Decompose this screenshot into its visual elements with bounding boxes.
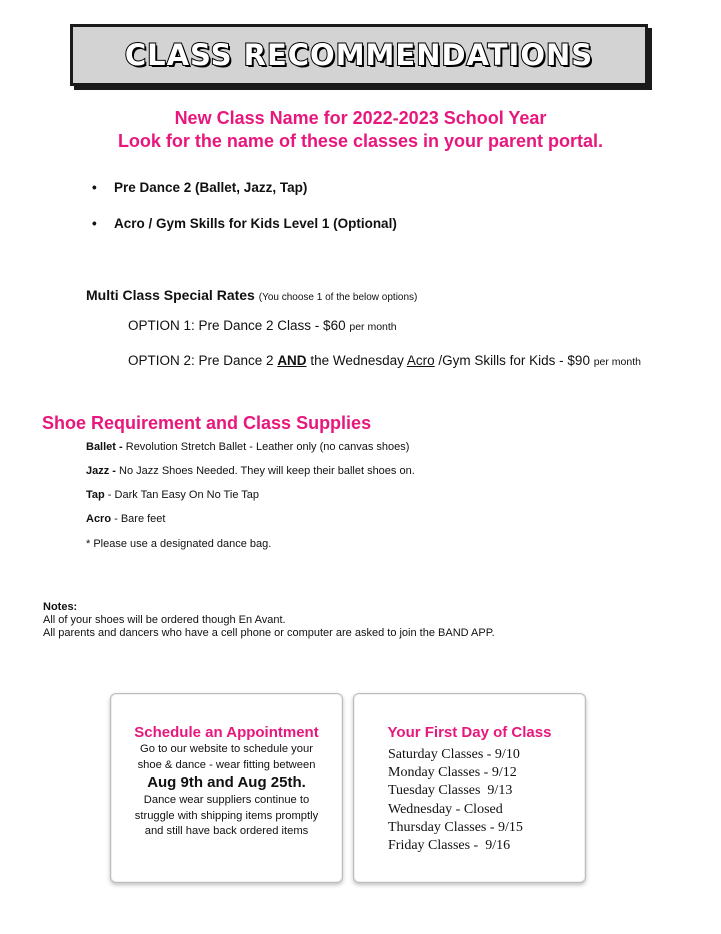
supply-text: - Bare feet xyxy=(111,513,166,525)
appointment-card xyxy=(110,693,343,883)
option-2-part2: the Wednesday xyxy=(306,353,407,368)
option-2-part1: OPTION 2: Pre Dance 2 xyxy=(128,353,278,368)
appointment-body xyxy=(111,742,342,840)
intro-line-1: New Class Name for 2022-2023 School Year xyxy=(174,108,547,128)
first-day-item: Saturday Classes - 9/10 xyxy=(388,747,520,762)
appointment-dates: Aug 9th and Aug 25th. xyxy=(147,774,306,791)
supply-item-tap xyxy=(86,489,259,501)
notes-label: Notes: xyxy=(43,601,78,613)
first-day-card xyxy=(353,693,586,883)
supply-label: Tap xyxy=(86,489,105,501)
supply-label: Ballet - xyxy=(86,441,123,453)
class-item-2 xyxy=(92,216,397,231)
notes-line-2: All parents and dancers who have a cell phone or computer are asked to join the BAND APP. xyxy=(43,627,495,639)
appointment-line-3: Dance wear suppliers continue to xyxy=(143,794,310,806)
bullet-icon: • xyxy=(92,180,97,195)
appointment-line-1: Go to our website to schedule your xyxy=(140,743,313,755)
notes-section xyxy=(43,601,495,640)
supply-item-acro xyxy=(86,513,165,525)
option-2-part3: /Gym Skills for Kids - $90 xyxy=(434,353,590,368)
first-day-item: Tuesday Classes 9/13 xyxy=(388,783,513,799)
bullet-icon: • xyxy=(92,216,97,231)
rate-option-2 xyxy=(128,353,641,368)
supplies-heading: Shoe Requirement and Class Supplies xyxy=(42,413,372,433)
first-day-item: Wednesday - Closed xyxy=(388,801,503,817)
supply-item-jazz xyxy=(86,465,415,477)
supply-label: Acro xyxy=(86,513,112,525)
first-day-item: Friday Classes - 9/16 xyxy=(388,838,511,854)
first-day-item: Thursday Classes - 9/15 xyxy=(388,819,523,835)
page-title: CLASS RECOMMENDATIONS xyxy=(124,38,594,72)
option-1-text: OPTION 1: Pre Dance 2 Class - $60 xyxy=(128,318,346,333)
class-item-label: Acro / Gym Skills for Kids Level 1 (Optional) xyxy=(114,216,397,231)
appointment-line-2: shoe & dance - wear fitting between xyxy=(137,758,316,771)
supply-label: Jazz - xyxy=(86,465,116,477)
appointment-line-5: and still have back ordered items xyxy=(144,825,309,837)
appointment-title: Schedule an Appointment xyxy=(134,724,319,741)
appointment-line-4: struggle with shipping items promptly xyxy=(134,809,319,822)
option-2-and: AND xyxy=(277,353,307,368)
intro-line-2: Look for the name of these classes in your parent portal. xyxy=(117,131,604,151)
option-2-acro: Acro xyxy=(406,353,435,368)
supply-footnote: * Please use a designated dance bag. xyxy=(86,538,272,550)
rates-note: (You choose 1 of the below options) xyxy=(258,292,418,303)
first-day-title: Your First Day of Class xyxy=(387,724,552,741)
option-2-suffix: per month xyxy=(593,356,641,368)
rates-heading-label: Multi Class Special Rates xyxy=(86,287,255,303)
first-day-item: Monday Classes - 9/12 xyxy=(388,765,517,781)
rate-option-1 xyxy=(128,318,397,333)
class-item-label: Pre Dance 2 (Ballet, Jazz, Tap) xyxy=(114,180,308,195)
title-banner xyxy=(70,24,648,86)
supply-text: No Jazz Shoes Needed. They will keep their ballet shoes on. xyxy=(115,465,415,477)
supply-text: Revolution Stretch Ballet - Leather only (no canvas shoes) xyxy=(122,441,410,453)
notes-line-1: All of your shoes will be ordered though En Avant. xyxy=(43,614,286,626)
option-1-suffix: per month xyxy=(349,321,397,333)
supply-text: - Dark Tan Easy On No Tie Tap xyxy=(104,489,260,501)
class-item-1 xyxy=(92,180,307,195)
rates-heading xyxy=(86,287,417,303)
supply-item-ballet xyxy=(86,441,409,453)
first-day-list xyxy=(388,746,585,855)
